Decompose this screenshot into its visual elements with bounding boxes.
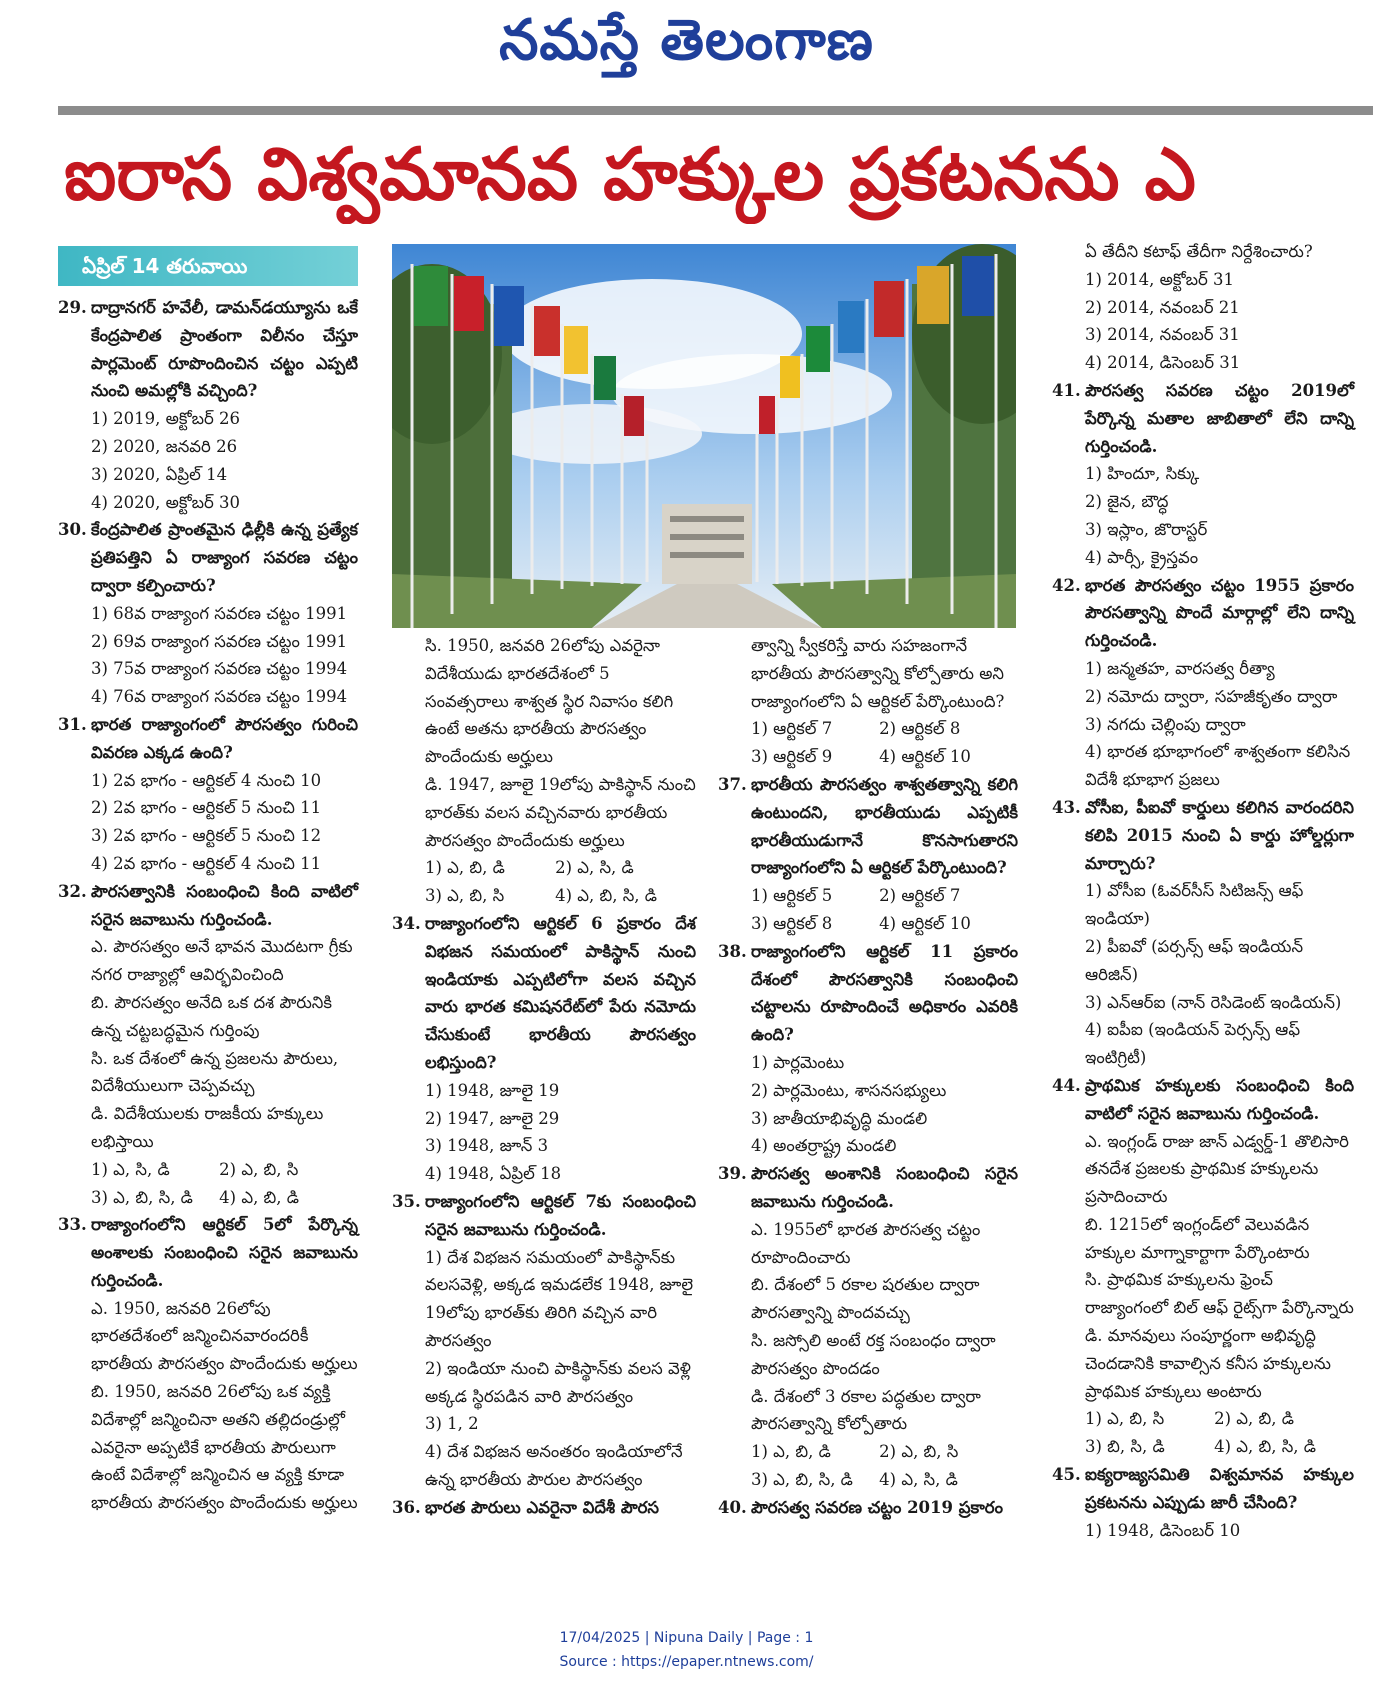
- question-number: 43.: [1052, 797, 1081, 817]
- answer-option: ఎ. 1950, జనవరి 26లోపు భారతదేశంలో జన్మించినవారందరికీ భారతీయ పౌరసత్వం పొందేందుకు అర్హులు: [91, 1298, 358, 1374]
- question: [1052, 794, 1354, 877]
- answer-option: 1) దేశ విభజన సమయంలో పాకిస్థాన్‌కు వలసవెళ్లి, అక్కడ ఇమడలేక 1948, జూలై 19లోపు భారత్‌కు తిరిగి వచ్చిన వారి పౌరసత్వం: [425, 1247, 694, 1350]
- answer-option: 3) ఎ, బి, సి, డి: [751, 1469, 853, 1489]
- continued-text: త్వాన్ని స్వీకరిస్తే వారు సహజంగానే భారతీయ పౌరసత్వాన్ని కోల్పోతారు అని రాజ్యాంగంలోని ఏ ఆర్టికల్ పేర్కొంటుంది?: [751, 636, 1005, 711]
- question-text: పౌరసత్వ అంశానికి సంబంధించి సరైన జవాబును గుర్తించండి.: [751, 1164, 1018, 1211]
- answer-option: 3) ఆర్టికల్ 9: [751, 747, 833, 767]
- answer-option: 3) 2014, నవంబర్ 31: [1085, 325, 1240, 345]
- question: [58, 711, 358, 767]
- question-text: ప్రాథమిక హక్కులకు సంబంధించి కింది వాటిలో సరైన జవాబును గుర్తించండి.: [1085, 1075, 1354, 1123]
- question: [1052, 1461, 1354, 1517]
- answer-option: 2) పీఐవో (పర్సన్స్ ఆఫ్ ఇండియన్ ఆరిజిన్): [1085, 936, 1304, 984]
- answer-option: 4) దేశ విభజన అనంతరం ఇండియాలోనే ఉన్న భారతీయ పౌరుల పౌరసత్వం: [425, 1442, 683, 1489]
- question-text: వోసీఐ, పీఐవో కార్డులు కలిగిన వారందరిని కలిపి 2015 నుంచి ఏ కార్డు హోల్డర్లుగా మార్చారు?: [1085, 797, 1354, 873]
- question: [718, 1160, 1018, 1216]
- answer-option: 3) బి, సి, డి: [1085, 1437, 1165, 1457]
- answer-option: 2) ఆర్టికల్ 7: [879, 886, 961, 906]
- question-text: పౌరసత్వానికి సంబంధించి కింది వాటిలో సరైన జవాబును గుర్తించండి.: [91, 881, 358, 929]
- answer-option: 1) హిందూ, సిక్కు: [1085, 464, 1200, 484]
- answer-option: బి. 1950, జనవరి 26లోపు ఒక వ్యక్తి విదేశాల్లో జన్మించినా అతని తల్లిదండ్రుల్లో ఎవరైనా అప్పటికే భారతీయ పౌరులుగా ఉంటే విదేశాల్లో జన్మించిన ఆ వ్యక్తి కూడా భారతీయ పౌరసత్వం పొందేందుకు అర్హులు: [91, 1382, 358, 1513]
- question: [718, 1494, 1018, 1522]
- answer-option: ఎ. 1955లో భారత పౌరసత్వ చట్టం రూపొందించారు: [751, 1219, 981, 1267]
- answer-option: ఎ. ఇంగ్లండ్ రాజు జాన్ ఎడ్వర్డ్-1 తొలిసారి తనదేశ ప్రజలకు ప్రాథమిక హక్కులను ప్రసాదించారు: [1085, 1131, 1349, 1207]
- answer-option: 1) ఎ, బి, డి: [751, 1442, 831, 1462]
- question-text: భారత పౌరులు ఎవరైనా విదేశీ పౌరస: [425, 1497, 659, 1517]
- answer-option: 1) 2019, అక్టోబర్ 26: [91, 409, 240, 429]
- answer-option: బి. పౌరసత్వం అనేది ఒక దశ పౌరునికి ఉన్న చట్టబద్ధమైన గుర్తింపు: [91, 992, 332, 1040]
- headline: ఐరాస విశ్వమానవ హక్కుల ప్రకటనను ఎ: [64, 132, 1196, 216]
- answer-option: 1) ఎ, బి, సి: [1085, 1409, 1165, 1429]
- column-1: [58, 294, 358, 1517]
- question: [718, 938, 1018, 1049]
- column-3: [718, 632, 1018, 1522]
- answer-option-row: [392, 854, 696, 882]
- answer-option-row: [718, 882, 1018, 910]
- answer-option: 1) ఆర్టికల్ 7: [751, 719, 833, 739]
- answer-option: 2) ఎ, బి, సి: [879, 1442, 959, 1462]
- question-text: రాజ్యాంగంలోని ఆర్టికల్ 5లో పేర్కొన్న అంశాలకు సంబంధించి సరైన జవాబును గుర్తించండి.: [91, 1215, 358, 1290]
- answer-option: 1) 68వ రాజ్యాంగ సవరణ చట్టం 1991: [91, 603, 348, 623]
- answer-option: సి. ప్రాథమిక హక్కులను ఫ్రెంచ్ రాజ్యాంగంలో బిల్ ఆఫ్ రైట్స్‌గా పేర్కొన్నారు: [1085, 1270, 1354, 1318]
- question-text: కేంద్రపాలిత ప్రాంతమైన ఢిల్లీకి ఉన్న ప్రత్యేక ప్రతిపత్తిని ఏ రాజ్యాంగ సవరణ చట్టం ద్వారా కల్పించారు?: [91, 520, 358, 595]
- answer-option: 4) భారత భూభాగంలో శాశ్వతంగా కలిసిన విదేశీ భూభాగ ప్రజలు: [1085, 742, 1351, 790]
- answer-option: 1) 2014, అక్టోబర్ 31: [1085, 269, 1234, 289]
- answer-option-row: [718, 910, 1018, 938]
- question-number: 34.: [392, 913, 421, 933]
- answer-option: 1) జన్మతహ, వారసత్వ రీత్యా: [1085, 658, 1275, 678]
- answer-option: బి. 1215లో ఇంగ్లండ్‌లో వెలువడిన హక్కుల మాగ్నాకార్టాగా పేర్కొంటారు: [1085, 1214, 1310, 1262]
- question-text: దాద్రానగర్ హవేలీ, డామన్‌డయ్యూను ఒకే కేంద్రపాలిత ప్రాంతంగా విలీనం చేస్తూ పార్లమెంట్ రూపొందించిన చట్టం ఎప్పటి నుంచి అమల్లోకి వచ్చింది?: [91, 298, 358, 401]
- answer-option-row: [718, 1438, 1018, 1466]
- answer-option: 3) 2020, ఏప్రిల్ 14: [91, 464, 228, 484]
- answer-option: 2) ఎ, సి, డి: [555, 858, 634, 878]
- answer-option: 1) 1948, జూలై 19: [425, 1080, 560, 1100]
- answer-option: 1) 1948, డిసెంబర్ 10: [1085, 1520, 1241, 1540]
- answer-option: 3) ఎ, బి, సి, డి: [91, 1187, 193, 1207]
- footer-date-line: 17/04/2025 | Nipuna Daily | Page : 1: [559, 1630, 814, 1646]
- answer-option: 4) ఆర్టికల్ 10: [879, 747, 971, 767]
- answer-option: 3) ఎ, బి, సి: [425, 886, 505, 906]
- masthead-rule: [58, 106, 1373, 115]
- question: [1052, 1072, 1354, 1128]
- question-number: 35.: [392, 1191, 421, 1211]
- answer-option: 2) 2014, నవంబర్ 21: [1085, 297, 1240, 317]
- question-text: రాజ్యాంగంలోని ఆర్టికల్ 7కు సంబంధించి సరైన జవాబును గుర్తించండి.: [425, 1191, 696, 1239]
- answer-option-row: [718, 1466, 1018, 1494]
- question-number: 37.: [718, 774, 747, 794]
- answer-option: 2) 2వ భాగం - ఆర్టికల్ 5 నుంచి 11: [91, 798, 322, 818]
- answer-option-row: [58, 1184, 358, 1212]
- answer-option: బి. దేశంలో 5 రకాల షరతుల ద్వారా పౌరసత్వాన్ని పొందవచ్చు: [751, 1275, 980, 1323]
- question-number: 40.: [718, 1497, 747, 1517]
- answer-option: 3) ఎన్ఆర్ఐ (నాన్ రెసిడెంట్ ఇండియన్): [1085, 992, 1342, 1012]
- answer-option: 1) ఎ, బి, డి: [425, 858, 505, 878]
- question: [392, 1494, 696, 1522]
- answer-option: 4) ఎ, బి, డి: [219, 1187, 299, 1207]
- answer-option: 3) 75వ రాజ్యాంగ సవరణ చట్టం 1994: [91, 659, 348, 679]
- answer-option: డి. దేశంలో 3 రకాల పద్ధతుల ద్వారా పౌరసత్వాన్ని కోల్పోతారు: [751, 1386, 981, 1434]
- answer-option: 2) ఎ, బి, సి: [219, 1159, 299, 1179]
- question-number: 31.: [58, 714, 87, 734]
- continued-text: ఏ తేదీని కటాఫ్ తేదీగా నిర్దేశించారు?: [1085, 242, 1313, 261]
- question-number: 29.: [58, 298, 87, 317]
- question-number: 44.: [1052, 1075, 1081, 1095]
- answer-option: 4) 2వ భాగం - ఆర్టికల్ 4 నుంచి 11: [91, 853, 322, 873]
- answer-option: 2) ఎ, బి, డి: [1214, 1409, 1294, 1429]
- answer-option: 2) 2020, జనవరి 26: [91, 436, 238, 456]
- answer-option: 2) ఆర్టికల్ 8: [879, 719, 961, 739]
- question-number: 32.: [58, 881, 87, 901]
- answer-option: 4) అంతర్రాష్ట్ర మండలి: [751, 1136, 897, 1156]
- section-banner: ఏప్రిల్ 14 తరువాయి: [58, 246, 358, 286]
- answer-option: 2) నమోదు ద్వారా, సహజీకృతం ద్వారా: [1085, 686, 1338, 706]
- answer-option: 4) ఎ, బి, సి, డి: [555, 886, 657, 906]
- question: [392, 1188, 696, 1244]
- question-number: 45.: [1052, 1465, 1081, 1485]
- answer-option: 1) ఎ, సి, డి: [91, 1159, 170, 1179]
- question: [1052, 572, 1354, 655]
- answer-option: 3) ఇస్లాం, జొరాస్టర్: [1085, 519, 1208, 539]
- answer-option: 3) 1, 2: [425, 1414, 479, 1434]
- question: [58, 516, 358, 599]
- question-number: 41.: [1052, 380, 1081, 400]
- question-text: భారత రాజ్యాంగంలో పౌరసత్వం గురించి వివరణ ఎక్కడ ఉంది?: [91, 714, 358, 762]
- question: [58, 294, 358, 405]
- answer-option-row: [1052, 1405, 1354, 1433]
- question-number: 30.: [58, 520, 87, 540]
- question-number: 36.: [392, 1497, 421, 1517]
- answer-option: 1) ఆర్టికల్ 5: [751, 886, 833, 906]
- question-text: రాజ్యాంగంలోని ఆర్టికల్ 6 ప్రకారం దేశ విభజన సమయంలో పాకిస్థాన్ నుంచి ఇండియాకు ఎప్పటిలోగా వలస వచ్చిన వారు భారత కమిషనరేట్‌లో పేరు నమోదు చేసుకుంటే భారతీయ పౌరసత్వం లభిస్తుంది?: [425, 913, 696, 1072]
- footer-source-line: Source : https://epaper.ntnews.com/: [559, 1654, 814, 1670]
- answer-option: 4) 2020, అక్టోబర్ 30: [91, 492, 240, 512]
- continued-text: డి. 1947, జూలై 19లోపు పాకిస్థాన్ నుంచి భారత్‌కు వలస వచ్చినవారు భారతీయ పౌరసత్వం పొందేందుకు అర్హులు: [425, 774, 696, 850]
- answer-option: 4) ఆర్టికల్ 10: [879, 913, 971, 933]
- answer-option: 3) జాతీయాభివృద్ధి మండలి: [751, 1108, 928, 1128]
- question-text: ఐక్యరాజ్యసమితి విశ్వమానవ హక్కుల ప్రకటనను ఎప్పుడు జారీ చేసింది?: [1085, 1465, 1354, 1512]
- answer-option: ఎ. పౌరసత్వం అనే భావన మొదటగా గ్రీకు నగర రాజ్యాల్లో ఆవిర్భవించింది: [91, 937, 353, 985]
- answer-option: 2) 69వ రాజ్యాంగ సవరణ చట్టం 1991: [91, 631, 348, 651]
- answer-option: 4) ఎ, బి, సి, డి: [1214, 1437, 1317, 1457]
- answer-option-row: [1052, 1433, 1354, 1461]
- question-number: 33.: [58, 1215, 87, 1235]
- answer-option: 2) జైన, బౌద్ధ: [1085, 492, 1169, 512]
- continued-text: సి. 1950, జనవరి 26లోపు ఎవరైనా విదేశీయుడు భారతదేశంలో 5 సంవత్సరాలు శాశ్వత స్థిర నివాసం కలిగి ఉంటే అతను భారతీయ పౌరసత్వం పొందేందుకు అర్హులు: [425, 636, 674, 767]
- answer-option: 4) 2014, డిసెంబర్ 31: [1085, 353, 1241, 373]
- answer-option: డి. మానవులు సంపూర్ణంగా అభివృద్ధి చెందడానికి కావాల్సిన కనీస హక్కులను ప్రాథమిక హక్కులు అంటారు: [1085, 1326, 1331, 1401]
- answer-option: 4) 1948, ఏప్రిల్ 18: [425, 1164, 562, 1184]
- masthead-logo: నమస్తే తెలంగాణ: [499, 8, 874, 73]
- question-number: 39.: [718, 1164, 747, 1184]
- answer-option: 4) పార్సీ, క్రైస్తవం: [1085, 547, 1199, 567]
- answer-option-row: [58, 1156, 358, 1184]
- answer-option: 4) ఎ, సి, డి: [879, 1469, 958, 1489]
- question: [1052, 377, 1354, 460]
- answer-option: 3) ఆర్టికల్ 8: [751, 913, 833, 933]
- question-text: భారత పౌరసత్వం చట్టం 1955 ప్రకారం పౌరసత్వాన్ని పొందే మార్గాల్లో లేని దాన్ని గుర్తించండి.: [1085, 575, 1354, 651]
- answer-option: 1) 2వ భాగం - ఆర్టికల్ 4 నుంచి 10: [91, 770, 322, 790]
- answer-option: సి. జస్సోలి అంటే రక్త సంబంధం ద్వారా పౌరసత్వం పొందడం: [751, 1330, 996, 1378]
- column-2: [392, 632, 696, 1522]
- question-text: రాజ్యాంగంలోని ఆర్టికల్ 11 ప్రకారం దేశంలో పౌరసత్వానికి సంబంధించి చట్టాలను రూపొందించే అధికారం ఎవరికి ఉంది?: [751, 941, 1018, 1045]
- answer-option: 4) 76వ రాజ్యాంగ సవరణ చట్టం 1994: [91, 687, 348, 707]
- column-4: [1052, 238, 1354, 1544]
- question-text: పౌరసత్వ సవరణ చట్టం 2019 ప్రకారం: [751, 1497, 1003, 1517]
- question: [58, 1211, 358, 1294]
- answer-option: 4) ఐపీఐ (ఇండియన్ పెర్సన్స్ ఆఫ్ ఇంటిగ్రిటీ): [1085, 1020, 1301, 1068]
- answer-option: 3) నగదు చెల్లింపు ద్వారా: [1085, 714, 1246, 734]
- answer-option: 1) వోసీఐ (ఓవర్‌సీస్ సిటిజన్స్ ఆఫ్ ఇండియా): [1085, 881, 1304, 929]
- answer-option-row: [718, 743, 1018, 771]
- answer-option: 2) పార్లమెంటు, శాసనసభ్యులు: [751, 1080, 947, 1100]
- question: [392, 910, 696, 1077]
- un-flags-photo: [392, 244, 1016, 628]
- question: [58, 878, 358, 934]
- answer-option: డి. విదేశీయులకు రాజకీయ హక్కులు లభిస్తాయి: [91, 1104, 324, 1151]
- answer-option: సి. ఒక దేశంలో ఉన్న ప్రజలను పౌరులు, విదేశీయులుగా చెప్పవచ్చు: [91, 1048, 339, 1096]
- question-number: 42.: [1052, 575, 1081, 595]
- answer-option: 2) ఇండియా నుంచి పాకిస్థాన్‌కు వలస వెళ్లి అక్కడ స్థిరపడిన వారి పౌరసత్వం: [425, 1358, 691, 1406]
- question-number: 38.: [718, 941, 747, 961]
- answer-option: 2) 1947, జూలై 29: [425, 1108, 560, 1128]
- answer-option: 3) 2వ భాగం - ఆర్టికల్ 5 నుంచి 12: [91, 826, 322, 846]
- question-text: పౌరసత్వ సవరణ చట్టం 2019లో పేర్కొన్న మతాల జాబితాలో లేని దాన్ని గుర్తించండి.: [1085, 380, 1354, 456]
- question-text: భారతీయ పౌరసత్వం శాశ్వతత్వాన్ని కలిగి ఉంటుందని, భారతీయుడు ఎప్పటికీ భారతీయుడుగానే కొనసాగుతారని రాజ్యాంగంలోని ఏ ఆర్టికల్ పేర్కొంటుంది?: [751, 774, 1018, 878]
- answer-option: 1) పార్లమెంటు: [751, 1052, 845, 1072]
- question: [718, 771, 1018, 882]
- answer-option-row: [718, 715, 1018, 743]
- answer-option: 3) 1948, జూన్ 3: [425, 1136, 549, 1156]
- answer-option-row: [392, 882, 696, 910]
